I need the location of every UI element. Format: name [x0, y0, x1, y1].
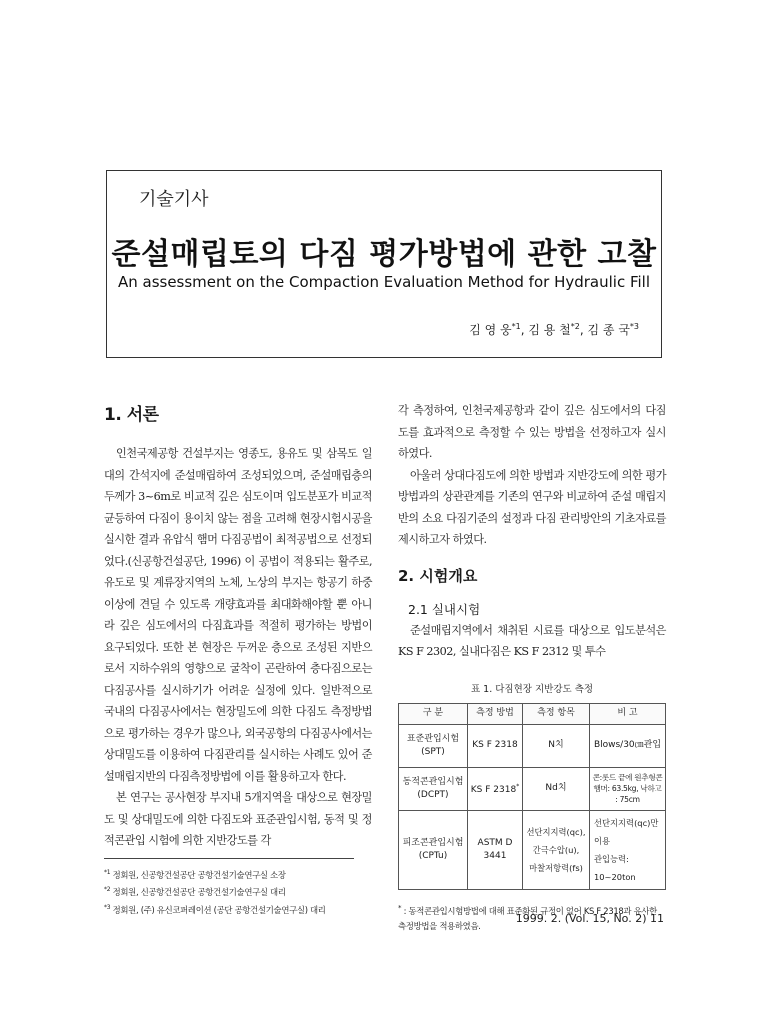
- table-cell: KS F 2318*: [468, 767, 523, 810]
- footnote: $^{*3}$ 정회원, (주) 유신코퍼레이션 (공단 공항건설기술연구실) 대리: [104, 904, 326, 915]
- article-title-korean: 준설매립토의 다짐 평가방법에 관한 고찰: [111, 237, 657, 272]
- table-cell: Blows/30㎝관입: [590, 724, 666, 767]
- author-mark: *1: [511, 322, 521, 331]
- body-paragraph: 본 연구는 공사현장 부지내 5개지역을 대상으로 현장밀도 및 상대밀도에 의한 다짐도와 표준관입시험, 동적 및 정적콘관입 시험에 의한 지반강도를 각: [104, 791, 372, 847]
- table-row: [399, 810, 666, 889]
- table-cell: 선단지지력(qc), 간극수압(u), 마찰저항력(fs): [523, 810, 590, 889]
- table-header-row: [399, 703, 666, 724]
- table-header-cell: 구 분: [399, 703, 468, 724]
- table-cell: Nd치: [523, 767, 590, 810]
- article-category: 기술기사: [139, 189, 209, 210]
- article-title-english: An assessment on the Compaction Evaluation Method for Hydraulic Fill: [117, 273, 651, 291]
- author-mark: *3: [629, 322, 639, 331]
- table-cell: KS F 2318: [468, 724, 523, 767]
- table-cell: N치: [523, 724, 590, 767]
- table-cell: 표준관입시험 (SPT): [399, 724, 468, 767]
- table-caption: 표 1. 다짐현장 지반강도 측정: [470, 683, 594, 695]
- table-cell: 동적콘관입시험 (DCPT): [399, 767, 468, 810]
- page-footer: 1999. 2. (Vol. 15, No. 2) 11: [515, 912, 664, 925]
- right-column: [398, 400, 666, 934]
- table-footnote: * : 동적콘관입시험방법에 대해 표준화된 규정이 없어 KS F 2318과 유사한 측정방법을 적용하였음.: [398, 903, 657, 932]
- article-header: [106, 170, 662, 358]
- table-cell: 선단지지력(qc)만 이용 관입능력: 10~20ton: [590, 810, 666, 889]
- author-name: 김 용 철: [528, 323, 571, 337]
- table-row: [399, 724, 666, 767]
- body-paragraph: 아울러 상대다짐도에 의한 방법과 지반강도에 의한 평가방법과의 상관관계를 기존의 연구와 비교하여 준설 매립지반의 소요 다짐기준의 설정과 다짐 관리방안의 기초자료를 제시하고자 하였다.: [398, 468, 666, 546]
- table-header-cell: 측정 항목: [523, 703, 590, 724]
- footnote-divider: [104, 858, 354, 859]
- footnote: $^{*2}$ 정회원, 신공항건설공단 공항건설기술연구실 대리: [104, 886, 286, 898]
- body-paragraph: 인천국제공항 건설부지는 영종도, 용유도 및 삼목도 일대의 간석지에 준설매립하여 조성되었으며, 준설매립층의 두께가 3~6m로 비교적 깊은 심도이며 입도분포가 비교적 균등하여 다짐이 용이치 않는 점을 고려해 현장시험시공을 실시한 결과 유압식 햄머 다짐공법이 최적공법으로 선정되었다.(신공항건설공단, 1996) 이 공법이 적용되는 활주로, 유도로 및 계류장지역의 노체, 노상의 부지는 항공기 하중이상에 견딜 수 있도록 개량효과를 최대화해야할 뿐 아니라 깊은 심도에서의 다짐효과를 적절히 평가하는 방법이 요구되었다. 또한 본 현장은 두꺼운 층으로 조성된 지반으로서 지하수위의 영향으로 굴착이 곤란하여 층다짐으로는 다짐공사를 실시하기가 어려운 실정에 있다. 일반적으로 국내의 다짐공사에서는 현장밀도에 의한 다짐도 측정방법으로 평가하는 경우가 많으나, 외국공항의 다짐공사에서는 상대밀도를 이용하여 다짐관리를 실시하는 사례도 있어 준설매립지반의 다짐측정방법에 이를 활용하고자 한다.: [104, 447, 372, 783]
- footnote: $^{*1}$ 정회원, 신공항건설공단 공항건설기술연구실 소장: [104, 868, 286, 880]
- table-cell: 콘:롯드 끝에 원추형콘 햄머: 63.5kg, 낙하고 : 75cm: [590, 767, 666, 810]
- body-paragraph: 각 측정하여, 인천국제공항과 같이 깊은 심도에서의 다짐도를 효과적으로 측정할 수 있는 방법을 선정하고자 실시하였다.: [398, 404, 666, 460]
- table-cell: ASTM D 3441: [468, 810, 523, 889]
- author-mark: *2: [570, 322, 580, 331]
- strength-measurement-table: [398, 703, 666, 890]
- table-cell: 피조콘관입시험 (CPTu): [399, 810, 468, 889]
- body-paragraph: 준설매립지역에서 채취된 시료를 대상으로 입도분석은 KS F 2302, 실내다짐은 KS F 2312 및 투수: [398, 623, 666, 658]
- author-name: 김 종 국: [587, 323, 630, 337]
- author-list: 김 영 웅$^{*1}$, 김 용 철$^{*2}$, 김 종 국$^{*3}$: [469, 322, 639, 337]
- table-header-cell: 비 고: [590, 703, 666, 724]
- section-heading-intro: 1. 서론: [104, 405, 159, 425]
- section-heading-test-overview: 2. 시험개요: [398, 566, 478, 585]
- table-row: [399, 767, 666, 810]
- author-name: 김 영 웅: [469, 323, 512, 337]
- left-column: [104, 400, 372, 918]
- table-header-cell: 측정 방법: [468, 703, 523, 724]
- subsection-heading: 2.1 실내시험: [408, 601, 481, 617]
